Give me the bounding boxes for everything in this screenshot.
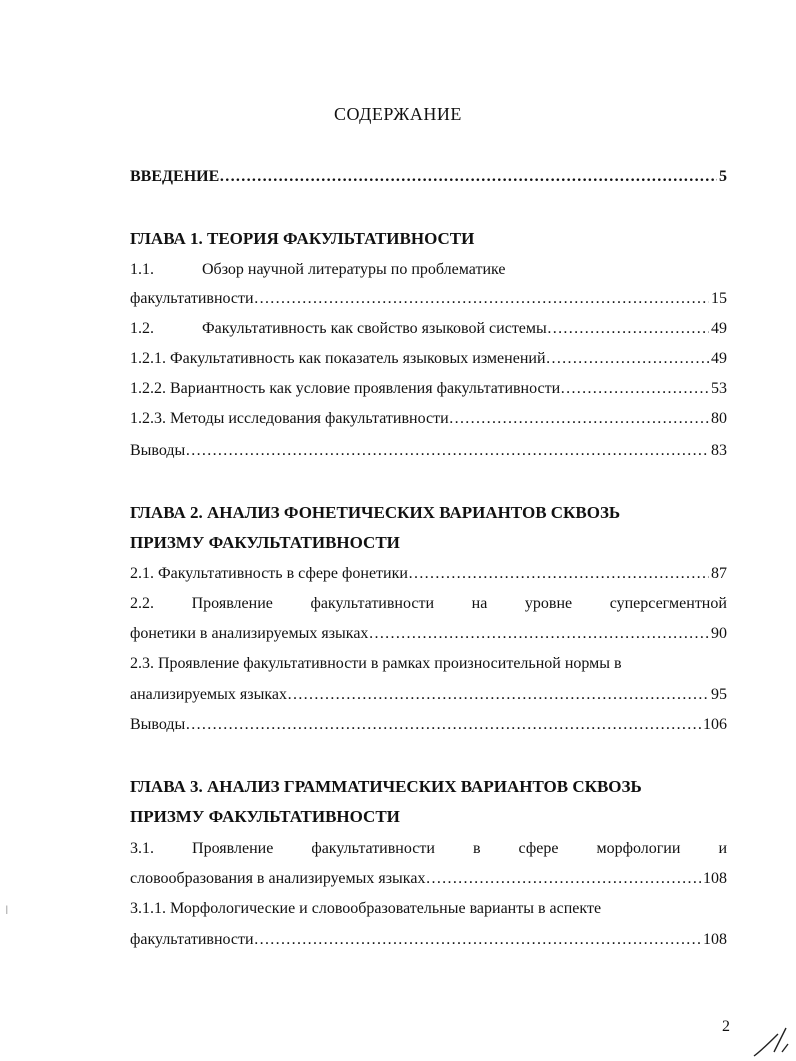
dot-leader <box>560 378 709 400</box>
entry-label: Выводы <box>130 442 186 459</box>
entry-word: Проявление <box>191 595 273 612</box>
entry-word: сфере <box>518 840 559 857</box>
entry-label: ВВЕДЕНИЕ <box>130 168 220 185</box>
toc-entry-chapter-1-conclusions <box>130 440 727 462</box>
dot-leader <box>368 623 709 645</box>
toc-entry-3-1-1-line1 <box>130 898 727 920</box>
dot-leader <box>185 440 709 462</box>
dot-leader <box>547 318 709 340</box>
toc-entry-1-2-1 <box>130 348 727 370</box>
entry-label: 2.3. Проявление факультативности в рамках произносительной нормы в <box>130 655 622 672</box>
entry-label: Выводы <box>130 716 186 733</box>
entry-page: 83 <box>711 442 727 459</box>
entry-number: 1.2. <box>130 320 154 337</box>
toc-entry-2-3-line1 <box>130 653 727 675</box>
toc-entry-1-2 <box>130 318 727 340</box>
entry-page: 5 <box>719 168 727 185</box>
entry-word: и <box>718 840 727 857</box>
margin-mark: | <box>6 904 8 914</box>
entry-label: факультативности <box>130 931 254 948</box>
toc-entry-2-1 <box>130 563 727 585</box>
toc-entry-introduction <box>130 166 727 188</box>
toc-entry-2-2-line1 <box>130 593 727 615</box>
toc-entry-3-1-line2 <box>130 868 727 890</box>
entry-page: 53 <box>711 380 727 397</box>
toc-entry-2-2-line2 <box>130 623 727 645</box>
dot-leader <box>219 166 717 188</box>
entry-page: 95 <box>711 686 727 703</box>
handwritten-signature <box>752 1022 792 1058</box>
entry-page: 49 <box>711 320 727 337</box>
dot-leader <box>254 929 701 951</box>
entry-label: 1.2.3. Методы исследования факультативности <box>130 410 449 427</box>
entry-word: в <box>472 840 481 857</box>
entry-word: 3.1. <box>130 840 154 857</box>
entry-label: фонетики в анализируемых языках <box>130 625 369 642</box>
dot-leader <box>546 348 709 370</box>
entry-page: 80 <box>711 410 727 427</box>
dot-leader <box>449 408 709 430</box>
chapter-1-heading: ГЛАВА 1. ТЕОРИЯ ФАКУЛЬТАТИВНОСТИ <box>130 229 475 248</box>
chapter-2-heading-line2: ПРИЗМУ ФАКУЛЬТАТИВНОСТИ <box>130 533 400 552</box>
entry-label: 1.2.1. Факультативность как показатель языковых изменений <box>130 350 546 367</box>
dot-leader <box>408 563 709 585</box>
dot-leader <box>287 684 709 706</box>
entry-label: Факультативность как свойство языковой системы <box>202 320 547 337</box>
entry-label: факультативности <box>130 290 254 307</box>
entry-label: 1.2.2. Вариантность как условие проявления факультативности <box>130 380 561 397</box>
entry-page: 87 <box>711 565 727 582</box>
toc-entry-chapter-2-conclusions <box>130 714 727 736</box>
toc-entry-3-1-line1 <box>130 838 727 860</box>
toc-entry-1-2-2 <box>130 378 727 400</box>
entry-word: факультативности <box>310 595 435 612</box>
entry-page: 15 <box>711 290 727 307</box>
dot-leader <box>185 714 701 736</box>
page-title: СОДЕРЖАНИЕ <box>334 104 462 124</box>
chapter-3-heading-line1: ГЛАВА 3. АНАЛИЗ ГРАММАТИЧЕСКИХ ВАРИАНТОВ СКВОЗЬ <box>130 777 642 796</box>
toc-entry-1-2-3 <box>130 408 727 430</box>
toc-entry-3-1-1-line2 <box>130 929 727 951</box>
entry-label: 2.1. Факультативность в сфере фонетики <box>130 565 408 582</box>
entry-page: 106 <box>703 716 727 733</box>
entry-page: 108 <box>703 931 727 948</box>
entry-word: уровне <box>524 595 573 612</box>
entry-word: Проявление <box>192 840 274 857</box>
entry-label: Обзор научной литературы по проблематике <box>202 261 506 278</box>
page-number: 2 <box>722 1018 730 1035</box>
toc-entry-1-1-line2 <box>130 288 727 310</box>
entry-label: анализируемых языках <box>130 686 287 703</box>
dot-leader <box>254 288 709 310</box>
entry-word: суперсегментной <box>609 595 727 612</box>
entry-word: на <box>471 595 488 612</box>
entry-page: 90 <box>711 625 727 642</box>
entry-page: 49 <box>711 350 727 367</box>
toc-entry-2-3-line2 <box>130 684 727 706</box>
entry-word: морфологии <box>596 840 681 857</box>
dot-leader <box>425 868 701 890</box>
chapter-3-heading-line2: ПРИЗМУ ФАКУЛЬТАТИВНОСТИ <box>130 807 400 826</box>
entry-word: 2.2. <box>130 595 154 612</box>
chapter-2-heading-line1: ГЛАВА 2. АНАЛИЗ ФОНЕТИЧЕСКИХ ВАРИАНТОВ СКВОЗЬ <box>130 503 621 522</box>
entry-word: факультативности <box>311 840 435 857</box>
entry-label: словообразования в анализируемых языках <box>130 870 426 887</box>
toc-entry-1-1-line1 <box>130 259 727 281</box>
entry-label: 3.1.1. Морфологические и словообразовательные варианты в аспекте <box>130 900 602 917</box>
entry-number: 1.1. <box>130 261 154 278</box>
entry-page: 108 <box>703 870 727 887</box>
